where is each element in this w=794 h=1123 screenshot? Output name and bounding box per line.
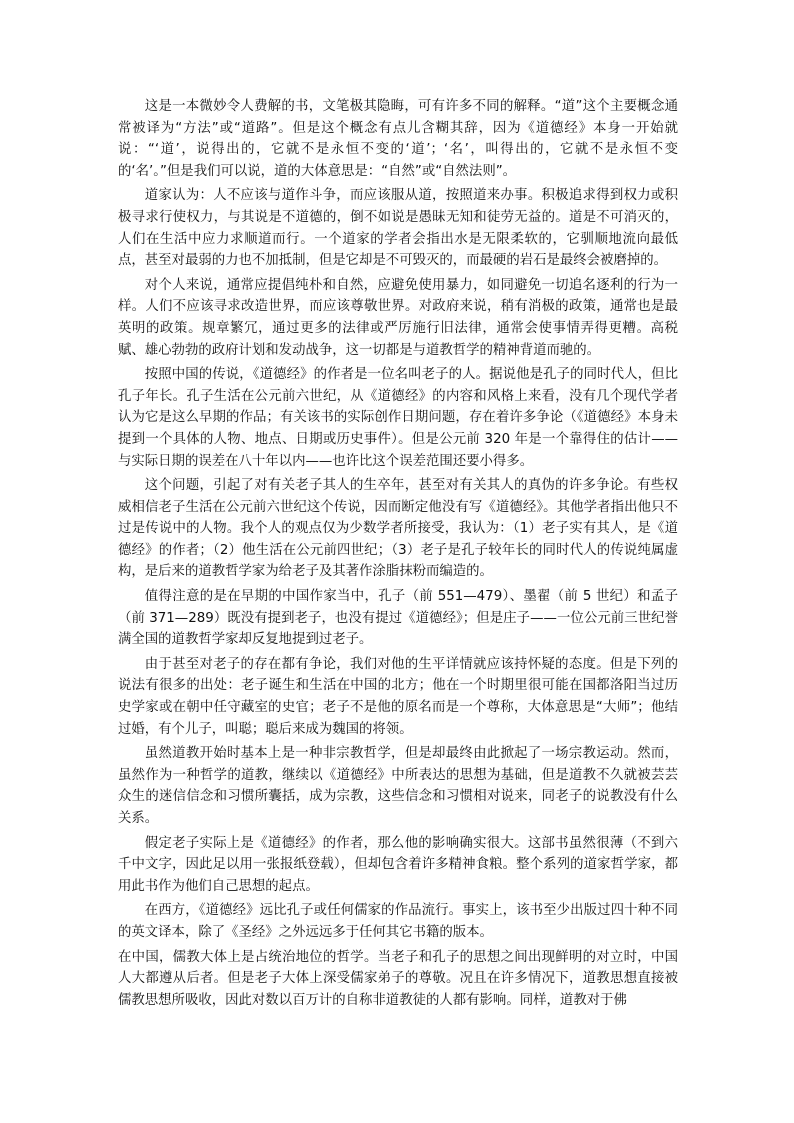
paragraph-8: 虽然道教开始时基本上是一种非宗教哲学，但是却最终由此掀起了一场宗教运动。然而，虽然作为一种哲学的道教，继续以《道德经》中所表达的思想为基础，但是道教不久就被芸芸众生的迷信信念和习惯所囊括，成为宗教，这些信念和习惯相对说来，同老子的说教没有什么关系。 (118, 746, 678, 826)
paragraph-3: 对个人来说，通常应提倡纯朴和自然，应避免使用暴力，如同避免一切追名逐利的行为一样。人们不应该寻求改造世界，而应该尊敬世界。对政府来说，稍有消极的政策，通常也是最英明的政策。规章繁冗，通过更多的法律或严厉施行旧法律，通常会使事情弄得更糟。高税赋、雄心勃勃的政府计划和发动战争，这一切都是与道教哲学的精神背道而驰的。 (118, 277, 678, 358)
paragraph-2: 道家认为：人不应该与道作斗争，而应该服从道，按照道来办事。积极追求得到权力或积极寻求行使权力，与其说是不道德的，倒不如说是愚昧无知和徒劳无益的。道是不可消灭的，人们在生活中应力求顺道而行。一个道家的学者会指出水是无限柔软的，它驯顺地流向最低点，甚至对最弱的力也不加抵制，但是它却是不可毁灭的，而最硬的岩石是最终会被磨掉的。 (118, 188, 678, 269)
paragraph-1: 这是一本微妙令人费解的书，文笔极其隐晦，可有许多不同的解释。“道”这个主要概念通常被译为“方法”或“道路”。但是这个概念有点儿含糊其辞，因为《道德经》本身一开始就说：“‘道’，说得出的，它就不是永恒不变的‘道’；‘名’，叫得出的，它就不是永恒不变的‘名’。”但是我们可以说，道的大体意思是：“自然”或“自然法则”。 (118, 99, 678, 179)
paragraph-4: 按照中国的传说，《道德经》的作者是一位名叫老子的人。据说他是孔子的同时代人，但比孔子年长。孔子生活在公元前六世纪，从《道德经》的内容和风格上来看，没有几个现代学者认为它是这么早期的作品；有关该书的实际创作日期问题，存在着许多争论（《道德经》本身未提到一个具体的人物、地点、日期或历史事件）。但是公元前 320 年是一个靠得住的估计——与实际日期的误差在八十年以内——也许比这个误差范围还要小得多。 (118, 367, 678, 469)
paragraph-5: 这个问题，引起了对有关老子其人的生卒年，甚至对有关其人的真伪的许多争论。有些权威相信老子生活在公元前六世纪这个传说，因而断定他没有写《道德经》。其他学者指出他只不过是传说中的人物。我个人的观点仅为少数学者所接受，我认为：（1）老子实有其人，是《道德经》的作者；（2）他生活在公元前四世纪；（3）老子是孔子较年长的同时代人的传说纯属虚构，是后来的道教哲学家为给老子及其著作涂脂抹粉而编造的。 (118, 478, 678, 580)
paragraph-7: 由于甚至对老子的存在都有争论，我们对他的生平详情就应该持怀疑的态度。但是下列的说法有很多的出处：老子诞生和生活在中国的北方；他在一个时期里很可能在国都洛阳当过历史学家或在朝中任守藏室的史官；老子不是他的原名而是一个尊称，大体意思是“大师”；他结过婚，有个儿子，叫聪；聪后来成为魏国的将领。 (118, 656, 678, 737)
document-page (118, 96, 678, 1014)
paragraph-9: 假定老子实际上是《道德经》的作者，那么他的影响确实很大。这部书虽然很薄（不到六千中文字，因此足以用一张报纸登载），但却包含着许多精神食粮。整个系列的道家哲学家，都用此书作为他们自己思想的起点。 (118, 835, 678, 894)
paragraph-11: 在中国，儒教大体上是占统治地位的哲学。当老子和孔子的思想之间出现鲜明的对立时，中国人大都遵从后者。但是老子大体上深受儒家弟子的尊敬。况且在许多情况下，道教思想直接被儒教思想所吸收，因此对数以百万计的自称非道教徒的人都有影响。同样，道教对于佛 (118, 949, 678, 1008)
paragraph-10: 在西方，《道德经》远比孔子或任何儒家的作品流行。事实上，该书至少出版过四十种不同的英文译本，除了《圣经》之外远远多于任何其它书籍的版本。 (118, 903, 678, 940)
paragraph-6: 值得注意的是在早期的中国作家当中，孔子（前 551—479）、墨翟（前 5 世纪）和孟子（前 371—289）既没有提到老子，也没有提过《道德经》；但是庄子——一位公元前三世纪誉满全国的道教哲学家却反复地提到过老子。 (118, 589, 678, 648)
